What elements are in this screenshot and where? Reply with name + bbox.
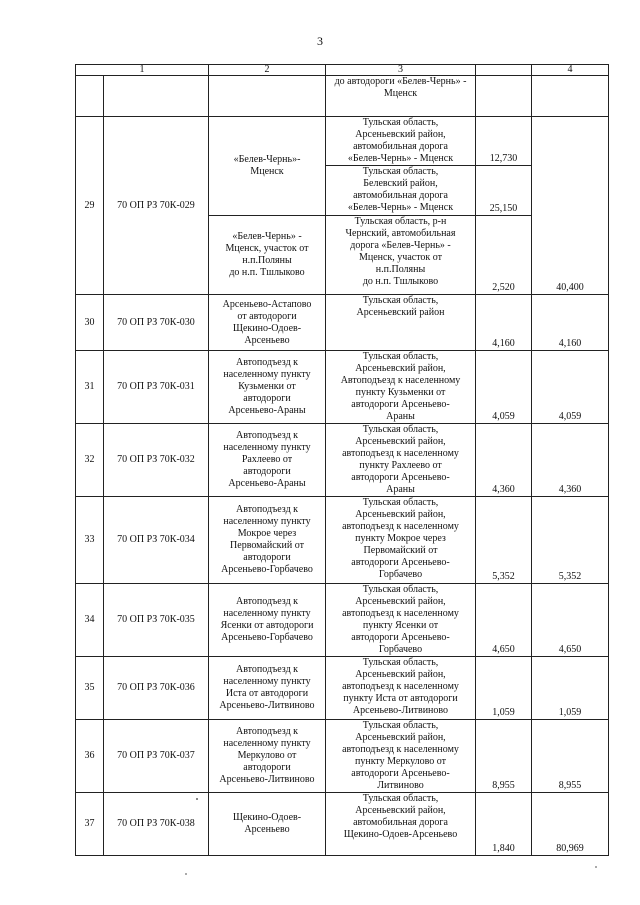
scan-speck — [196, 798, 198, 800]
road-id: 70 ОП РЗ 70К-030 — [104, 295, 209, 351]
road-length: 5,352 — [476, 497, 532, 584]
road-length: 4,059 — [476, 351, 532, 424]
table-row — [76, 657, 609, 720]
table-row — [76, 424, 609, 497]
roads-registry-table — [75, 64, 609, 856]
road-total-length: 80,969 — [532, 793, 609, 856]
table-row — [76, 351, 609, 424]
road-name: Автоподъезд к населенному пункту Иста от автодороги Арсеньево-Литвиново — [209, 657, 326, 720]
road-name: Щекино-Одоев- Арсеньево — [209, 793, 326, 856]
road-length: 2,520 — [476, 216, 532, 295]
road-total-length: 8,955 — [532, 720, 609, 793]
table-row — [76, 497, 609, 584]
row-number: 36 — [76, 720, 104, 793]
road-id: 70 ОП РЗ 70К-032 — [104, 424, 209, 497]
row-number: 33 — [76, 497, 104, 584]
header-col-4: 4 — [532, 65, 609, 76]
continuation-text: до автодороги «Белев-Чернь» - Мценск — [326, 76, 476, 117]
road-location: Тульская область, Арсеньевский район, автоподъезд к населенному пункту Ясенки от автодороги Арсеньево- Горбачево — [326, 584, 476, 657]
road-location: Тульская область, Белевский район, автомобильная дорога «Белев-Чернь» - Мценск — [326, 166, 476, 216]
road-name: Автоподъезд к населенному пункту Рахлеево от автодороги Арсеньево-Араны — [209, 424, 326, 497]
road-length: 25,150 — [476, 166, 532, 216]
scan-speck — [185, 873, 187, 875]
road-name: «Белев-Чернь» - Мценск, участок от н.п.Поляны до н.п. Тшлыково — [209, 216, 326, 295]
road-id: 70 ОП РЗ 70К-029 — [104, 117, 209, 295]
road-location: Тульская область, Арсеньевский район, автоподъезд к населенному пункту Мокрое через Первомайский от автодороги Арсеньево- Горбачево — [326, 497, 476, 584]
road-length: 4,360 — [476, 424, 532, 497]
road-total-length: 5,352 — [532, 497, 609, 584]
road-location: Тульская область, Арсеньевский район, автоподъезд к населенному пункту Иста от автодороги Арсеньево-Литвиново — [326, 657, 476, 720]
road-location: Тульская область, Арсеньевский район, автоподъезд к населенному пункту Рахлеево от автодороги Арсеньево- Араны — [326, 424, 476, 497]
table-row — [76, 793, 609, 856]
table-row — [76, 584, 609, 657]
continuation-row — [76, 76, 609, 117]
page-number: 3 — [317, 34, 323, 48]
row-number: 35 — [76, 657, 104, 720]
road-location: Тульская область, Арсеньевский район, автоподъезд к населенному пункту Меркулово от автодороги Арсеньево- Литвиново — [326, 720, 476, 793]
row-number: 29 — [76, 117, 104, 295]
road-location: Тульская область, Арсеньевский район, Автоподъезд к населенному пункту Кузьменки от автодороги Арсеньево- Араны — [326, 351, 476, 424]
road-name: Автоподъезд к населенному пункту Меркулово от автодороги Арсеньево-Литвиново — [209, 720, 326, 793]
header-col-3-ext — [476, 65, 532, 76]
row-number: 37 — [76, 793, 104, 856]
row-number: 34 — [76, 584, 104, 657]
scan-speck — [595, 866, 597, 868]
road-location: Тульская область, р-н Чернский, автомобильная дорога «Белев-Чернь» - Мценск, участок от н.п.Поляны до н.п. Тшлыково — [326, 216, 476, 295]
road-total-length: 4,059 — [532, 351, 609, 424]
road-total-length: 4,160 — [532, 295, 609, 351]
road-id: 70 ОП РЗ 70К-038 — [104, 793, 209, 856]
road-total-length: 1,059 — [532, 657, 609, 720]
road-id: 70 ОП РЗ 70К-034 — [104, 497, 209, 584]
header-row — [76, 65, 609, 76]
road-total-length: 40,400 — [532, 117, 609, 295]
road-name: Автоподъезд к населенному пункту Кузьменки от автодороги Арсеньево-Араны — [209, 351, 326, 424]
road-location: Тульская область, Арсеньевский район, автомобильная дорога «Белев-Чернь» - Мценск — [326, 117, 476, 166]
road-total-length: 4,360 — [532, 424, 609, 497]
header-col-2: 2 — [209, 65, 326, 76]
table-row — [76, 720, 609, 793]
header-col-1: 1 — [76, 65, 209, 76]
road-length: 12,730 — [476, 117, 532, 166]
road-id: 70 ОП РЗ 70К-031 — [104, 351, 209, 424]
road-name: Автоподъезд к населенному пункту Мокрое через Первомайский от автодороги Арсеньево-Горбачево — [209, 497, 326, 584]
header-col-3: 3 — [326, 65, 476, 76]
road-length: 4,650 — [476, 584, 532, 657]
road-length: 4,160 — [476, 295, 532, 351]
row-number: 30 — [76, 295, 104, 351]
road-name: «Белев-Чернь»- Мценск — [209, 117, 326, 216]
road-location: Тульская область, Арсеньевский район, автомобильная дорога Щекино-Одоев-Арсеньево — [326, 793, 476, 856]
table-row — [76, 295, 609, 351]
road-id: 70 ОП РЗ 70К-035 — [104, 584, 209, 657]
row-number: 31 — [76, 351, 104, 424]
table-row — [76, 117, 609, 166]
road-length: 8,955 — [476, 720, 532, 793]
road-total-length: 4,650 — [532, 584, 609, 657]
row-number: 32 — [76, 424, 104, 497]
road-id: 70 ОП РЗ 70К-037 — [104, 720, 209, 793]
road-length: 1,840 — [476, 793, 532, 856]
road-length: 1,059 — [476, 657, 532, 720]
road-location: Тульская область, Арсеньевский район — [326, 295, 476, 351]
road-id: 70 ОП РЗ 70К-036 — [104, 657, 209, 720]
road-name: Арсеньево-Астапово от автодороги Щекино-Одоев- Арсеньево — [209, 295, 326, 351]
road-name: Автоподъезд к населенному пункту Ясенки от автодороги Арсеньево-Горбачево — [209, 584, 326, 657]
